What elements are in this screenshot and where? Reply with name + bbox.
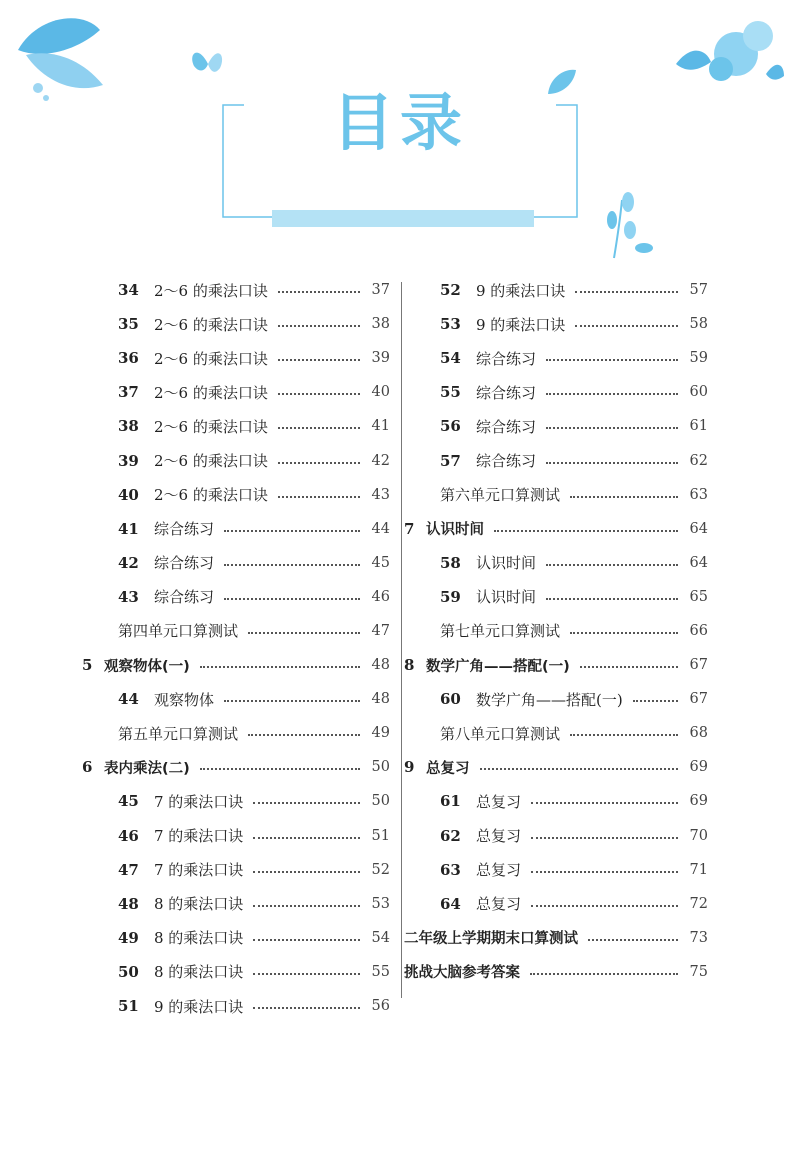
- toc-entry-number: 53: [440, 315, 461, 334]
- toc-entry[interactable]: [404, 750, 708, 784]
- toc-entry-title: 认识时间: [476, 588, 537, 607]
- dot-leader: [575, 325, 678, 327]
- dot-leader: [253, 1007, 360, 1009]
- toc-entry-title: 二年级上学期期末口算测试: [404, 931, 578, 948]
- dot-leader: [278, 359, 360, 361]
- toc-entry-page: 40: [371, 384, 390, 401]
- toc-entry-page: 49: [371, 725, 390, 742]
- toc-entry-title: 2～6 的乘法口诀: [154, 315, 268, 334]
- toc-entry[interactable]: [404, 375, 708, 409]
- toc-entry-title: 第四单元口算测试: [118, 622, 239, 641]
- toc-entry-number: 36: [118, 349, 139, 368]
- toc-entry-page: 48: [371, 691, 390, 708]
- toc-entry[interactable]: [404, 443, 708, 477]
- toc-entry-page: 64: [689, 520, 708, 537]
- toc-entry-title: 总复习: [426, 760, 470, 777]
- toc-entry[interactable]: [82, 648, 390, 682]
- toc-entry[interactable]: [82, 546, 390, 580]
- toc-entry[interactable]: [404, 307, 708, 341]
- toc-entry-page: 41: [371, 418, 390, 435]
- toc-entry-number: 64: [440, 894, 461, 913]
- toc-entry-title: 综合练习: [476, 383, 537, 402]
- toc-entry-number: 61: [440, 792, 461, 811]
- toc-right-column: [404, 273, 708, 989]
- toc-entry-title: 2～6 的乘法口诀: [154, 349, 268, 368]
- toc-entry-title: 总复习: [476, 895, 522, 914]
- toc-entry-title: 挑战大脑参考答案: [404, 965, 520, 982]
- dot-leader: [253, 939, 360, 941]
- toc-entry-title: 总复习: [476, 861, 522, 880]
- dot-leader: [278, 427, 360, 429]
- toc-entry-number: 5: [82, 656, 93, 675]
- title-underline-bar: [272, 210, 534, 227]
- toc-entry[interactable]: [82, 784, 390, 818]
- toc-entry[interactable]: [82, 682, 390, 716]
- toc-entry-number: 58: [440, 553, 461, 572]
- toc-entry-page: 57: [689, 282, 708, 299]
- butterfly-icon: [188, 44, 226, 84]
- dot-leader: [531, 837, 678, 839]
- toc-entry-page: 46: [371, 588, 390, 605]
- toc-entry-page: 37: [371, 282, 390, 299]
- toc-entry-title: 2～6 的乘法口诀: [154, 281, 268, 300]
- toc-entry-number: 48: [118, 894, 139, 913]
- toc-entry-title: 第八单元口算测试: [440, 724, 561, 743]
- toc-entry-page: 72: [689, 895, 708, 912]
- toc-entry[interactable]: [404, 546, 708, 580]
- toc-entry[interactable]: [82, 478, 390, 512]
- toc-entry-number: 9: [404, 758, 415, 777]
- dot-leader: [546, 393, 678, 395]
- toc-entry[interactable]: [404, 682, 708, 716]
- toc-entry-title: 7 的乘法口诀: [154, 861, 244, 880]
- toc-entry-page: 47: [371, 622, 390, 639]
- toc-entry[interactable]: [404, 512, 708, 546]
- dot-leader: [546, 462, 678, 464]
- toc-entry[interactable]: [82, 341, 390, 375]
- toc-entry-title: 8 的乘法口诀: [154, 895, 244, 914]
- toc-entry[interactable]: [82, 989, 390, 1023]
- toc-entry-title: 综合练习: [476, 417, 537, 436]
- toc-entry-title: 综合练习: [154, 520, 215, 539]
- toc-entry[interactable]: [404, 614, 708, 648]
- toc-entry-page: 43: [371, 486, 390, 503]
- dot-leader: [253, 837, 360, 839]
- toc-entry-title: 数学广角——搭配(一): [476, 690, 623, 709]
- dot-leader: [531, 802, 678, 804]
- toc-entry-page: 55: [371, 963, 390, 980]
- toc-entry-page: 67: [689, 657, 708, 674]
- toc-entry-title: 数学广角——搭配(一): [426, 658, 570, 675]
- dot-leader: [278, 496, 360, 498]
- toc-entry-title: 综合练习: [154, 554, 215, 573]
- toc-entry-page: 69: [689, 793, 708, 810]
- toc-entry-number: 35: [118, 315, 139, 334]
- toc-entry-page: 63: [689, 486, 708, 503]
- toc-entry-title: 7 的乘法口诀: [154, 792, 244, 811]
- dot-leader: [224, 700, 360, 702]
- toc-entry-page: 73: [689, 929, 708, 946]
- toc-entry-title: 7 的乘法口诀: [154, 827, 244, 846]
- toc-entry[interactable]: [82, 887, 390, 921]
- toc-entry-number: 59: [440, 587, 461, 606]
- toc-entry-page: 70: [689, 827, 708, 844]
- toc-entry-number: 49: [118, 928, 139, 947]
- toc-entry-page: 64: [689, 554, 708, 571]
- toc-entry-page: 42: [371, 452, 390, 469]
- toc-entry-title: 2～6 的乘法口诀: [154, 486, 268, 505]
- toc-entry[interactable]: [82, 512, 390, 546]
- dot-leader: [546, 359, 678, 361]
- dot-leader: [278, 325, 360, 327]
- dot-leader: [224, 530, 360, 532]
- toc-entry[interactable]: [404, 580, 708, 614]
- toc-entry[interactable]: [404, 409, 708, 443]
- dot-leader: [200, 768, 360, 770]
- toc-entry-number: 60: [440, 690, 461, 709]
- toc-entry-number: 57: [440, 451, 461, 470]
- toc-entry-page: 75: [689, 963, 708, 980]
- toc-entry-page: 58: [689, 316, 708, 333]
- toc-entry-page: 61: [689, 418, 708, 435]
- dot-leader: [224, 564, 360, 566]
- dot-leader: [531, 871, 678, 873]
- dot-leader: [633, 700, 678, 702]
- toc-entry[interactable]: [82, 750, 390, 784]
- toc-entry-number: 37: [118, 383, 139, 402]
- toc-entry[interactable]: [82, 921, 390, 955]
- toc-entry-title: 2～6 的乘法口诀: [154, 452, 268, 471]
- dot-leader: [494, 530, 678, 532]
- toc-entry[interactable]: [404, 478, 708, 512]
- toc-entry-page: 53: [371, 895, 390, 912]
- toc-entry[interactable]: [82, 614, 390, 648]
- toc-entry-title: 观察物体: [154, 690, 215, 709]
- toc-entry-title: 总复习: [476, 792, 522, 811]
- toc-entry-title: 认识时间: [476, 554, 537, 573]
- toc-entry-number: 62: [440, 826, 461, 845]
- toc-entry-page: 54: [371, 929, 390, 946]
- dot-leader: [530, 973, 678, 975]
- toc-entry-number: 55: [440, 383, 461, 402]
- toc-entry-page: 56: [371, 998, 390, 1015]
- toc-entry-title: 2～6 的乘法口诀: [154, 417, 268, 436]
- toc-entry-title: 第七单元口算测试: [440, 622, 561, 641]
- dot-leader: [248, 734, 360, 736]
- toc-entry-page: 52: [371, 861, 390, 878]
- dot-leader: [546, 427, 678, 429]
- toc-entry[interactable]: [404, 648, 708, 682]
- toc-entry-title: 9 的乘法口诀: [476, 281, 566, 300]
- toc-entry-page: 62: [689, 452, 708, 469]
- toc-entry-number: 51: [118, 997, 139, 1016]
- toc-entry-page: 48: [371, 657, 390, 674]
- toc-entry-title: 第五单元口算测试: [118, 724, 239, 743]
- toc-entry-number: 47: [118, 860, 139, 879]
- toc-entry-page: 60: [689, 384, 708, 401]
- flowers-top-right-icon: [666, 14, 786, 94]
- toc-entry-number: 63: [440, 860, 461, 879]
- toc-entry-title: 综合练习: [476, 349, 537, 368]
- toc-entry-page: 50: [371, 793, 390, 810]
- toc-entry[interactable]: [82, 716, 390, 750]
- dot-leader: [253, 905, 360, 907]
- toc-left-column: [82, 273, 390, 1023]
- toc-entry[interactable]: [404, 819, 708, 853]
- toc-entry[interactable]: [404, 716, 708, 750]
- toc-entry-page: 51: [371, 827, 390, 844]
- dot-leader: [278, 291, 360, 293]
- sprig-icon: [592, 190, 662, 262]
- toc-entry[interactable]: [404, 955, 708, 989]
- toc-entry-number: 39: [118, 451, 139, 470]
- toc-entry-number: 56: [440, 417, 461, 436]
- dot-leader: [253, 802, 360, 804]
- toc-entry-number: 45: [118, 792, 139, 811]
- toc-entry-number: 40: [118, 485, 139, 504]
- toc-entry-title: 8 的乘法口诀: [154, 929, 244, 948]
- toc-entry[interactable]: [82, 580, 390, 614]
- toc-entry[interactable]: [82, 819, 390, 853]
- toc-entry[interactable]: [404, 887, 708, 921]
- toc-entry-page: 68: [689, 725, 708, 742]
- dot-leader: [248, 632, 360, 634]
- dot-leader: [570, 496, 678, 498]
- toc-entry-title: 8 的乘法口诀: [154, 963, 244, 982]
- toc-entry-number: 42: [118, 553, 139, 572]
- toc-entry-number: 6: [82, 758, 93, 777]
- dot-leader: [253, 973, 360, 975]
- toc-entry-page: 65: [689, 588, 708, 605]
- dot-leader: [278, 462, 360, 464]
- toc-entry-page: 45: [371, 554, 390, 571]
- toc-entry[interactable]: [404, 341, 708, 375]
- toc-entry[interactable]: [82, 273, 390, 307]
- toc-entry[interactable]: [404, 784, 708, 818]
- dot-leader: [531, 905, 678, 907]
- toc-entry-number: 8: [404, 656, 415, 675]
- toc-entry-page: 44: [371, 520, 390, 537]
- dot-leader: [570, 632, 678, 634]
- toc-entry-number: 34: [118, 281, 139, 300]
- dot-leader: [580, 666, 678, 668]
- toc-entry-page: 39: [371, 350, 390, 367]
- toc-entry-page: 67: [689, 691, 708, 708]
- dot-leader: [224, 598, 360, 600]
- toc-entry-page: 38: [371, 316, 390, 333]
- page-title: 目录: [331, 86, 468, 159]
- dot-leader: [480, 768, 679, 770]
- toc-entry-number: 41: [118, 519, 139, 538]
- toc-entry-title: 9 的乘法口诀: [154, 997, 244, 1016]
- toc-entry-page: 71: [689, 861, 708, 878]
- dot-leader: [588, 939, 678, 941]
- toc-entry-number: 50: [118, 962, 139, 981]
- dot-leader: [278, 393, 360, 395]
- toc-entry-title: 认识时间: [426, 522, 484, 539]
- toc-entry[interactable]: [82, 375, 390, 409]
- dot-leader: [575, 291, 678, 293]
- toc-entry-title: 总复习: [476, 827, 522, 846]
- toc-entry[interactable]: [82, 955, 390, 989]
- toc-entry[interactable]: [404, 853, 708, 887]
- toc-entry-title: 2～6 的乘法口诀: [154, 383, 268, 402]
- column-divider: [401, 282, 402, 998]
- toc-entry[interactable]: [404, 273, 708, 307]
- toc-entry-number: 38: [118, 417, 139, 436]
- toc-entry-number: 52: [440, 281, 461, 300]
- toc-entry-number: 54: [440, 349, 461, 368]
- toc-entry-page: 69: [689, 759, 708, 776]
- dot-leader: [253, 871, 360, 873]
- toc-entry-title: 第六单元口算测试: [440, 486, 561, 505]
- toc-entry-page: 66: [689, 622, 708, 639]
- toc-entry-page: 50: [371, 759, 390, 776]
- toc-entry-page: 59: [689, 350, 708, 367]
- toc-entry[interactable]: [82, 853, 390, 887]
- toc-entry-number: 7: [404, 519, 415, 538]
- toc-entry-number: 43: [118, 587, 139, 606]
- dot-leader: [200, 666, 360, 668]
- dot-leader: [546, 564, 678, 566]
- toc-entry-title: 表内乘法(二): [104, 760, 190, 777]
- toc-entry[interactable]: [82, 307, 390, 341]
- toc-entry-number: 46: [118, 826, 139, 845]
- toc-entry[interactable]: [404, 921, 708, 955]
- dot-leader: [546, 598, 678, 600]
- toc-entry[interactable]: [82, 409, 390, 443]
- dot-leader: [570, 734, 678, 736]
- toc-entry-title: 9 的乘法口诀: [476, 315, 566, 334]
- toc-entry-title: 综合练习: [476, 452, 537, 471]
- toc-entry-title: 观察物体(一): [104, 658, 190, 675]
- toc-entry-title: 综合练习: [154, 588, 215, 607]
- toc-entry-number: 44: [118, 690, 139, 709]
- toc-entry[interactable]: [82, 443, 390, 477]
